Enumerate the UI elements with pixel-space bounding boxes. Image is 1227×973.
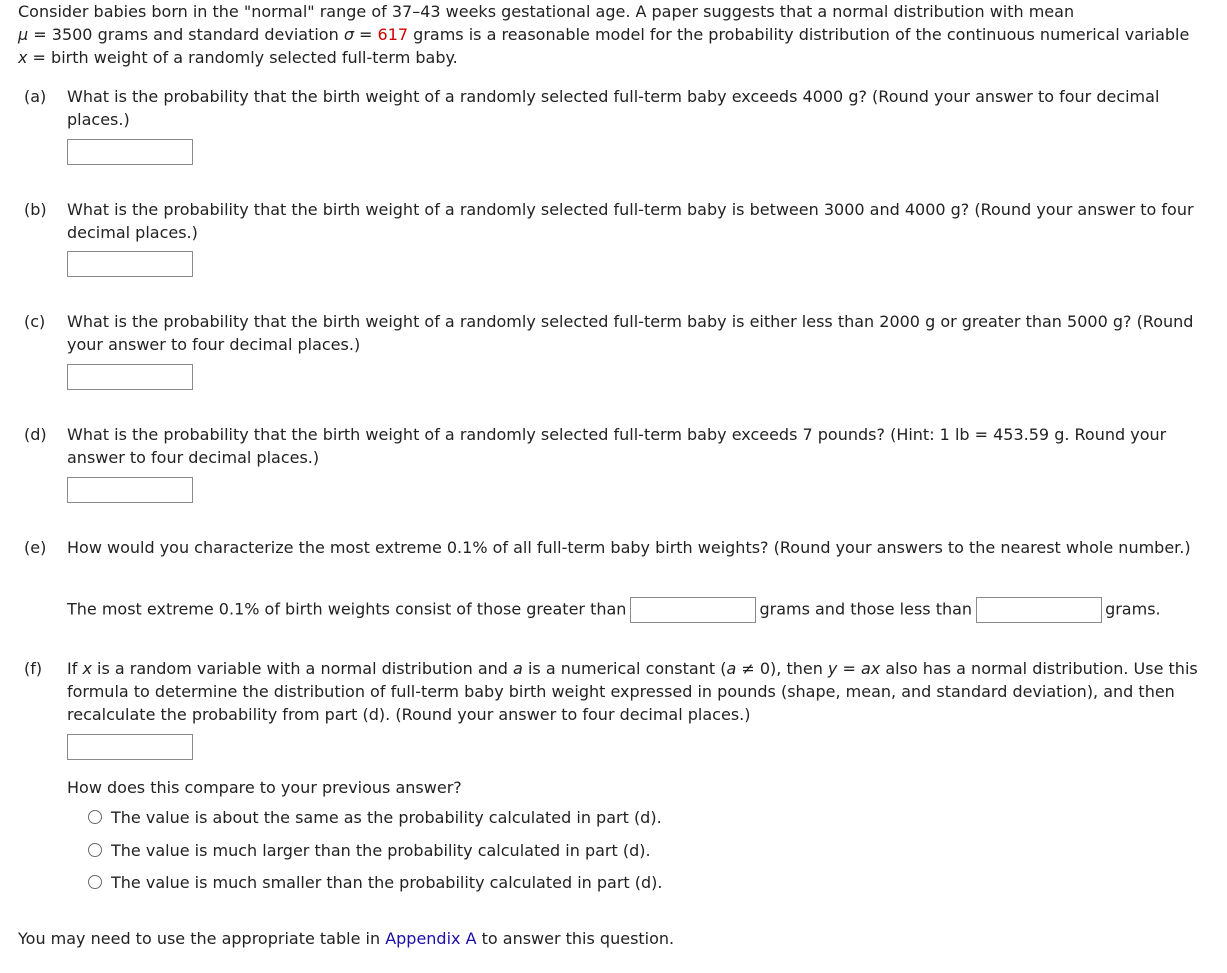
lower-extreme-input[interactable] [976, 597, 1102, 623]
part-e-answer-sentence [67, 597, 1161, 625]
radio-button-icon[interactable] [88, 810, 102, 824]
part-e-letter: (e) [24, 538, 47, 557]
radio-option-about-same[interactable] [88, 806, 663, 839]
part-b-answer-input[interactable] [67, 251, 193, 277]
part-f-text: ≠ 0), then [736, 659, 828, 678]
part-f-text: is a random variable with a normal distribution and [91, 659, 514, 678]
part-f-text: is a numerical constant ( [522, 659, 727, 678]
appendix-a-link[interactable]: Appendix A [385, 929, 477, 948]
part-a-question: What is the probability that the birth weight of a randomly selected full-term baby exceeds 4000 g? (Round your answer to four decimal places.) [67, 87, 1160, 129]
part-b-question: What is the probability that the birth weight of a randomly selected full-term baby is between 3000 and 4000 g? (Round your answer to four decimal places.) [67, 200, 1194, 242]
intro-line-1: Consider babies born in the "normal" range of 37–43 weeks gestational age. A paper suggests that a normal distribution with mean [18, 2, 1075, 21]
part-c-question: What is the probability that the birth weight of a randomly selected full-term baby is either less than 2000 g or greater than 5000 g? (Round your answer to four decimal places.) [67, 312, 1194, 354]
footer-text: to answer this question. [476, 929, 675, 948]
y-variable: y [827, 659, 838, 678]
radio-button-icon[interactable] [88, 875, 102, 889]
intro-line-3 [18, 46, 1223, 69]
part-f-text: = [837, 659, 861, 678]
part-e-sentence-end: grams. [1105, 599, 1161, 619]
part-f-letter: (f) [24, 659, 43, 678]
radio-option-label: The value is about the same as the probability calculated in part (d). [111, 808, 662, 827]
compare-question: How does this compare to your previous answer? [67, 778, 462, 797]
part-c-letter: (c) [24, 312, 46, 331]
part-d-letter: (d) [24, 425, 47, 444]
problem-statement [18, 0, 1223, 69]
mu-text: = 3500 grams and standard deviation [28, 25, 344, 44]
x-variable: x [82, 659, 92, 678]
radio-option-label: The value is much larger than the probability calculated in part (d). [111, 840, 651, 860]
part-e-question: How would you characterize the most extreme 0.1% of all full-term baby birth weights? (Round your answers to the nearest whole number.) [67, 538, 1191, 557]
sigma-value: 617 [377, 25, 409, 44]
part-d-answer-input[interactable] [67, 477, 193, 503]
part-f-text: If [67, 659, 83, 678]
compare-radio-group [88, 806, 663, 904]
radio-option-much-smaller[interactable] [88, 871, 663, 904]
part-e-sentence-start: The most extreme 0.1% of birth weights consist of those greater than [67, 599, 627, 619]
upper-extreme-input[interactable] [630, 597, 756, 623]
intro-line-3-rest: = birth weight of a randomly selected full-term baby. [27, 48, 458, 67]
part-e-sentence-mid: grams and those less than [759, 599, 973, 619]
part-c-answer-input[interactable] [67, 364, 193, 390]
radio-option-label: The value is much smaller than the probability calculated in part (d). [111, 873, 663, 892]
part-b-letter: (b) [24, 200, 47, 219]
radio-option-much-larger[interactable] [88, 839, 663, 872]
radio-button-icon[interactable] [88, 843, 102, 857]
ax-expression: ax [860, 659, 881, 678]
part-f-answer-input[interactable] [67, 734, 193, 760]
mu-symbol: μ [18, 25, 29, 44]
part-a-answer-input[interactable] [67, 139, 193, 165]
footer-note [18, 927, 674, 950]
part-f-text: also has a normal distribution. Use this formula to determine the distribution of full-term baby birth weight expressed in pounds (shape, mean, and standard deviation), and then recalculate the probability from part (d). (Round your answer to four decimal places.) [67, 659, 1198, 724]
intro-line-2 [18, 23, 1223, 46]
footer-text: You may need to use the appropriate table in [18, 929, 386, 948]
equals-sign: = [353, 25, 378, 44]
intro-line-2-rest: grams is a reasonable model for the probability distribution of the continuous numerical variable [408, 25, 1190, 44]
part-a-letter: (a) [24, 87, 47, 106]
a-constant: a [513, 659, 523, 678]
sigma-symbol: σ [343, 25, 354, 44]
part-d-question: What is the probability that the birth weight of a randomly selected full-term baby exceeds 7 pounds? (Hint: 1 lb = 453.59 g. Round your answer to four decimal places.) [67, 425, 1167, 467]
part-f-question [67, 657, 1207, 726]
x-variable: x [18, 48, 28, 67]
a-constant: a [726, 659, 737, 678]
